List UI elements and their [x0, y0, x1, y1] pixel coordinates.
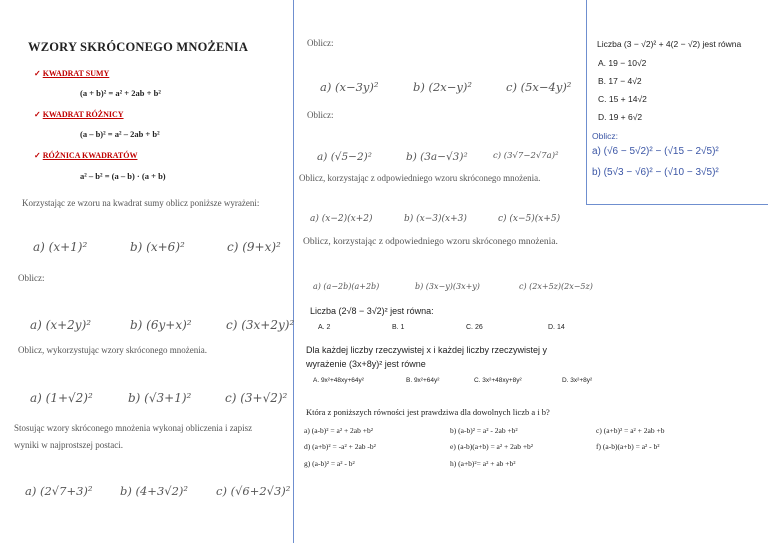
column-divider-right [586, 0, 587, 205]
column-divider-right-bottom [586, 204, 768, 205]
c2-exercise-2-prompt: Oblicz: [307, 110, 334, 120]
formula-kwadrat-sumy: (a + b)² = a² + 2ab + b² [80, 88, 161, 98]
c2-q3-option-a: a) (a-b)² = a² + 2ab +b² [304, 426, 373, 435]
c2-exercise-1-b: b) (2x−y)² [413, 80, 473, 94]
c2-q2-option-b: B. 9x²+64y² [406, 377, 440, 384]
c2-q3-option-b: b) (a-b)² = a² - 2ab +b² [450, 426, 518, 435]
c2-exercise-2-c: c) (3√7−2√7a)² [493, 151, 559, 161]
exercise-4-prompt-line2: wyniki w najprostszej postaci. [14, 440, 123, 450]
heading-kwadrat-sumy: ✓ KWADRAT SUMY [34, 69, 110, 78]
c2-question-1: Liczba (2√8 − 3√2)² jest równa: [310, 306, 434, 316]
column-divider-left [293, 0, 294, 543]
c2-exercise-4-prompt: Oblicz, korzystając z odpowiedniego wzoru skróconego mnożenia. [303, 237, 558, 247]
c3-question-1: Liczba (3 − √2)² + 4(2 − √2) jest równa [597, 39, 742, 49]
heading-kwadrat-roznicy: ✓ KWADRAT RÓŻNICY [34, 110, 124, 119]
c3-exercise-prompt: Oblicz: [592, 131, 618, 141]
c3-option-b: B. 17 − 4√2 [598, 76, 642, 86]
formula-kwadrat-roznicy: (a – b)² = a² – 2ab + b² [80, 129, 160, 139]
check-icon: ✓ [34, 69, 43, 78]
c2-question-2-line1: Dla każdej liczby rzeczywistej x i każdej liczby rzeczywistej y [306, 345, 548, 355]
c2-q3-option-d: d) (a+b)² = -a² + 2ab -b² [304, 442, 376, 451]
c3-exercise-b: b) (5√3 − √6)² − (√10 − 3√5)² [592, 167, 719, 178]
formula-roznica-kwadratow: a² – b² = (a – b) · (a + b) [80, 171, 166, 181]
check-icon: ✓ [34, 151, 43, 160]
c2-exercise-3-a: a) (x−2)(x+2) [310, 214, 373, 224]
exercise-4-b: b) (4+3√2)² [120, 484, 189, 498]
exercise-1-c: c) (9+x)² [227, 240, 281, 254]
heading-roznica-kwadratow: ✓ RÓŻNICA KWADRATÓW [34, 151, 138, 160]
c2-q1-option-a: A. 2 [318, 324, 331, 331]
c2-q2-option-a: A. 9x²+48xy+64y² [313, 377, 364, 384]
c3-exercise-a: a) (√6 − 5√2)² − (√15 − 2√5)² [592, 146, 719, 157]
c2-q3-option-f: f) (a-b)(a+b) = a² - b² [596, 442, 660, 451]
exercise-4-a: a) (2√7+3)² [25, 484, 93, 498]
page-title: WZORY SKRÓCONEGO MNOŻENIA [28, 40, 249, 54]
exercise-3-b: b) (√3+1)² [128, 391, 192, 405]
exercise-3-a: a) (1+√2)² [30, 391, 93, 405]
check-icon: ✓ [34, 110, 43, 119]
c2-exercise-4-b: b) (3x−y)(3x+y) [415, 282, 480, 291]
exercise-1-b: b) (x+6)² [130, 240, 185, 254]
exercise-3-prompt: Oblicz, wykorzystując wzory skróconego mnożenia. [18, 345, 207, 355]
c2-q1-option-c: C. 26 [466, 324, 483, 331]
exercise-2-b: b) (6y+x)² [130, 318, 192, 332]
c2-exercise-1-c: c) (5x−4y)² [506, 80, 572, 94]
c2-exercise-1-prompt: Oblicz: [307, 38, 334, 48]
c2-exercise-1-a: a) (x−3y)² [320, 80, 379, 94]
exercise-2-a: a) (x+2y)² [30, 318, 92, 332]
c2-q3-option-g: g) (a-b)² = a² - b² [304, 459, 355, 468]
c2-exercise-2-a: a) (√5−2)² [317, 151, 372, 163]
c2-exercise-4-a: a) (a−2b)(a+2b) [313, 282, 380, 291]
c2-question-2-line2: wyrażenie (3x+8y)² jest równe [306, 359, 426, 369]
c2-q3-option-c: c) (a+b)² = a² + 2ab +b [596, 426, 665, 435]
c2-q1-option-d: D. 14 [548, 324, 565, 331]
exercise-1-prompt: Korzystając ze wzoru na kwadrat sumy oblicz poniższe wyrażeni: [22, 198, 260, 208]
c2-exercise-2-b: b) (3a−√3)² [406, 151, 468, 163]
exercise-4-c: c) (√6+2√3)² [216, 484, 291, 498]
c2-q2-option-d: D. 3x²+8y² [562, 377, 593, 384]
c2-q3-option-h: h) (a+b)²= a² + ab +b² [450, 459, 516, 468]
c3-option-c: C. 15 + 14√2 [598, 94, 647, 104]
exercise-4-prompt-line1: Stosując wzory skróconego mnożenia wykonaj obliczenia i zapisz [14, 423, 253, 433]
exercise-3-c: c) (3+√2)² [225, 391, 288, 405]
exercise-2-prompt: Oblicz: [18, 273, 45, 283]
exercise-2-c: c) (3x+2y)² [226, 318, 295, 332]
c2-question-3: Która z poniższych równości jest prawdziwa dla dowolnych liczb a i b? [306, 407, 550, 417]
c2-exercise-3-prompt: Oblicz, korzystając z odpowiedniego wzoru skróconego mnożenia. [299, 173, 541, 183]
c3-option-d: D. 19 + 6√2 [598, 112, 643, 122]
c2-exercise-4-c: c) (2x+5z)(2x−5z) [519, 282, 593, 291]
c2-q2-option-c: C. 3x²+48xy+8y² [474, 377, 522, 384]
c2-exercise-3-c: c) (x−5)(x+5) [498, 214, 561, 224]
c2-exercise-3-b: b) (x−3)(x+3) [404, 214, 467, 224]
c2-q3-option-e: e) (a-b)(a+b) = a² + 2ab +b² [450, 442, 534, 451]
exercise-1-a: a) (x+1)² [33, 240, 88, 254]
c2-q1-option-b: B. 1 [392, 324, 405, 331]
c3-option-a: A. 19 − 10√2 [598, 58, 647, 68]
